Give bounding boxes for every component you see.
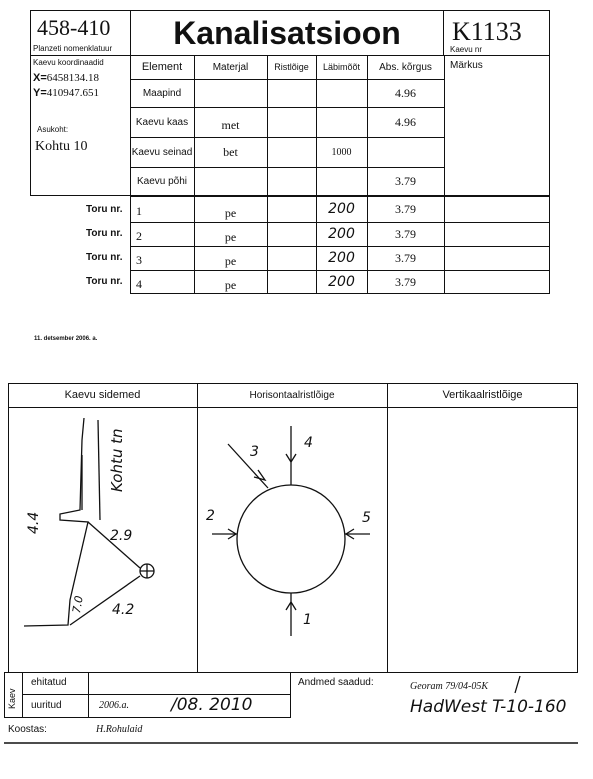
pipe-material: pe — [224, 205, 237, 220]
coord-x-value: 6458134.18 — [46, 72, 100, 84]
pipe-material: pe — [224, 229, 237, 244]
pipe-label: Toru nr. — [86, 252, 123, 263]
author-name: H.Rohulaid — [96, 724, 143, 735]
pipe-material: pe — [224, 277, 237, 292]
col-notes: Märkus — [450, 60, 483, 71]
row-height: 4.96 — [395, 85, 416, 100]
pipe-material: pe — [224, 253, 237, 268]
author-label: Koostas: — [8, 724, 47, 735]
row-diameter: 1000 — [331, 146, 352, 158]
row-material: bet — [223, 144, 238, 159]
pipe-diameter: 200 — [328, 226, 355, 242]
col-material: Materjal — [212, 61, 249, 73]
pipe-label: Toru nr. — [86, 228, 123, 239]
row-element: Kaevu põhi — [136, 176, 188, 187]
row-material: met — [221, 117, 240, 132]
row-element: Kaevu kaas — [135, 116, 189, 128]
date-note: 11. detsember 2006. a. — [34, 336, 98, 342]
pipe-nr: 2 — [136, 229, 142, 243]
pipe-label-1: 1 — [303, 612, 312, 628]
row-element: Maapind — [142, 87, 182, 99]
dist-label: 2.9 — [110, 528, 133, 544]
col-height: Abs. kõrgus — [379, 61, 432, 73]
location-label: Asukoht: — [37, 125, 69, 134]
pipe-height: 3.79 — [395, 274, 416, 289]
surveyed-value: 2006.a. — [99, 700, 129, 711]
row-height: 4.96 — [395, 114, 416, 129]
pipe-label-4: 4 — [304, 435, 313, 451]
pipe-diameter: 200 — [328, 274, 355, 290]
data-label: Andmed saadud: — [298, 677, 374, 688]
section-links-title: Kaevu sidemed — [64, 389, 141, 401]
pipe-label: Toru nr. — [86, 276, 123, 287]
map-sheet-number: 458-410 — [37, 15, 111, 40]
col-element: Element — [141, 61, 183, 73]
coord-x-label: X= — [33, 72, 47, 84]
street-label: Kohtu tn — [108, 428, 126, 492]
well-id-label: Kaevu nr — [450, 45, 483, 54]
row-height: 3.79 — [395, 174, 416, 188]
data-hand: HadWest T-10-160 — [410, 697, 567, 717]
dist-label: 4.4 — [26, 511, 42, 534]
built-label: ehitatud — [31, 677, 67, 688]
location-value: Kohtu 10 — [35, 139, 88, 154]
pipe-nr: 4 — [136, 277, 142, 291]
pipe-height: 3.79 — [395, 226, 416, 241]
surveyed-hand: /08. 2010 — [171, 695, 253, 715]
page-title: Kanalisatsioon — [173, 14, 401, 51]
footer-side-label: Kaev — [7, 688, 17, 709]
pipe-label: Toru nr. — [86, 204, 123, 215]
surveyed-label: uuritud — [31, 700, 62, 711]
section-horizontal-title: Horisontaalristlõige — [249, 389, 335, 401]
pipe-label-5: 5 — [362, 510, 371, 526]
pipe-label-3: 3 — [250, 444, 259, 460]
coords-label: Kaevu koordinaadid — [33, 58, 104, 67]
col-diameter: Läbimõõt — [322, 62, 361, 72]
pipe-nr: 1 — [136, 204, 142, 218]
data-source: Georam 79/04-05K — [410, 681, 489, 692]
dist-label: 4.2 — [112, 602, 135, 618]
pipe-height: 3.79 — [395, 201, 416, 216]
well-id: K1133 — [452, 17, 522, 46]
col-section: Ristlõige — [274, 62, 309, 72]
map-sheet-label: Planzeti nomenklatuur — [33, 44, 113, 53]
coord-y-label: Y= — [33, 87, 47, 99]
pipe-diameter: 200 — [328, 250, 355, 266]
section-vertical-title: Vertikaalristlõige — [442, 389, 523, 401]
row-element: Kaevu seinad — [131, 146, 193, 158]
pipe-label-2: 2 — [206, 508, 215, 524]
pipe-height: 3.79 — [395, 250, 416, 265]
coord-y-value: 410947.651 — [46, 87, 100, 99]
dist-label: 7.0 — [70, 594, 86, 615]
pipe-nr: 3 — [136, 253, 142, 267]
pipe-diameter: 200 — [328, 201, 355, 217]
